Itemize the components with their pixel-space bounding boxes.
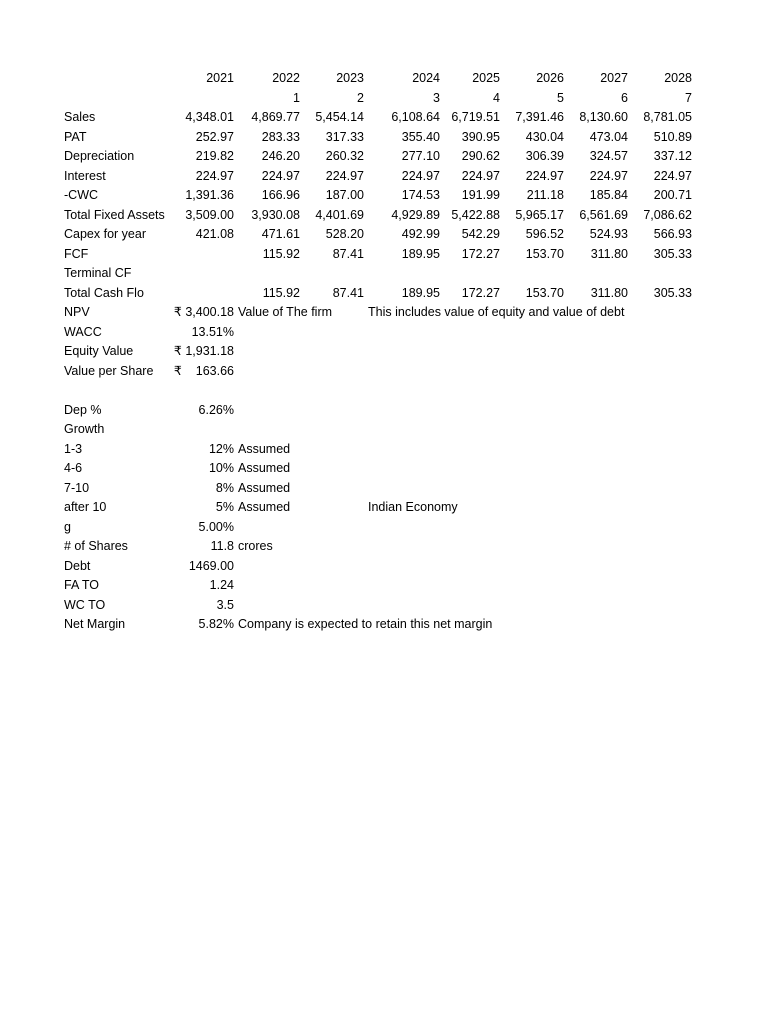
period-header-cell: 5 — [557, 90, 564, 105]
value-cell: 172.27 — [461, 285, 500, 300]
value-cell: 311.80 — [590, 285, 628, 300]
value-cell: 200.71 — [653, 188, 692, 202]
summary-label: # of Shares — [64, 539, 128, 553]
summary-row — [0, 615, 768, 635]
summary-label: FA TO — [64, 578, 99, 592]
value-cell: 290.62 — [461, 149, 500, 163]
summary-value: 1.24 — [209, 578, 234, 592]
summary-label: WACC — [64, 324, 102, 339]
summary-label: NPV — [64, 305, 90, 319]
summary-row — [0, 401, 768, 421]
summary-label: WC TO — [64, 597, 106, 612]
table-row — [0, 167, 768, 187]
value-cell: 187.00 — [325, 188, 364, 202]
summary-label: Dep % — [64, 402, 102, 417]
value-cell: 153.70 — [525, 285, 564, 300]
value-cell: 211.18 — [526, 188, 564, 202]
period-header-cell: 1 — [293, 90, 300, 105]
summary-label: Equity Value — [64, 344, 134, 358]
period-header-cell: 2 — [357, 90, 364, 105]
summary-label: after 10 — [64, 500, 107, 514]
table-row — [0, 108, 768, 128]
value-cell: 172.27 — [461, 246, 500, 261]
year-header-cell: 2022 — [272, 71, 300, 85]
value-cell: 1,391.36 — [185, 188, 234, 202]
summary-label: 1-3 — [64, 441, 83, 456]
value-cell: 337.12 — [653, 149, 692, 163]
summary-label: g — [64, 519, 71, 534]
row-label: PAT — [64, 129, 87, 144]
summary-value: 8% — [215, 480, 234, 495]
value-cell: 224.97 — [525, 168, 564, 183]
value-cell: 8,130.60 — [579, 110, 628, 124]
value-cell: 8,781.05 — [643, 110, 692, 124]
value-cell: 421.08 — [195, 227, 234, 241]
value-cell: 6,561.69 — [579, 207, 628, 222]
table-row — [0, 147, 768, 167]
year-header-cell: 2028 — [664, 71, 692, 85]
summary-value: 6.26% — [198, 402, 234, 417]
value-cell: 246.20 — [261, 149, 300, 163]
value-cell: 390.95 — [461, 129, 500, 144]
summary-value: ₹ 3,400.18 — [173, 305, 234, 319]
row-label: -CWC — [64, 188, 99, 202]
summary-note: Assumed — [238, 441, 291, 456]
summary-row — [0, 596, 768, 616]
value-cell: 277.10 — [401, 149, 440, 163]
summary-row — [0, 518, 768, 538]
summary-value: 13.51% — [191, 324, 234, 339]
summary-label: Value per Share — [64, 363, 154, 378]
value-cell: 4,401.69 — [315, 207, 364, 222]
year-header-cell: 2027 — [600, 71, 628, 85]
value-cell: 524.93 — [589, 227, 628, 241]
value-cell: 6,719.51 — [451, 110, 500, 124]
summary-label: 4-6 — [64, 461, 83, 475]
summary-row — [0, 342, 768, 362]
value-cell: 492.99 — [401, 227, 440, 241]
value-cell: 283.33 — [261, 129, 300, 144]
value-cell: 471.61 — [261, 227, 300, 241]
summary-label: Growth — [64, 422, 105, 436]
value-cell: 7,086.62 — [643, 207, 692, 222]
value-cell: 224.97 — [589, 168, 628, 183]
summary-row — [0, 537, 768, 557]
value-cell: 3,930.08 — [251, 207, 300, 222]
summary-row — [0, 576, 768, 596]
summary-row — [0, 362, 768, 382]
summary-row — [0, 303, 768, 323]
value-cell: 473.04 — [589, 129, 628, 144]
table-row — [0, 128, 768, 148]
value-cell: 566.93 — [653, 227, 692, 241]
period-header-row — [0, 89, 768, 109]
value-cell: 153.70 — [525, 246, 564, 261]
value-cell: 87.41 — [332, 246, 364, 261]
value-cell: 6,108.64 — [391, 110, 440, 124]
year-header-cell: 2023 — [336, 71, 364, 85]
row-label: Capex for year — [64, 227, 146, 241]
year-header-cell: 2026 — [536, 71, 564, 85]
summary-row — [0, 420, 768, 440]
value-cell: 4,348.01 — [185, 110, 234, 124]
summary-value: 1469.00 — [188, 558, 234, 573]
summary-row — [0, 381, 768, 401]
value-cell: 224.97 — [461, 168, 500, 183]
table-row — [0, 245, 768, 265]
value-cell: 5,422.88 — [451, 207, 500, 222]
value-cell: 311.80 — [590, 246, 628, 261]
row-label: Total Cash Flo — [64, 285, 144, 300]
row-label: Total Fixed Assets — [64, 207, 165, 222]
value-cell: 5,965.17 — [515, 207, 564, 222]
year-header-row — [0, 69, 768, 89]
table-row — [0, 206, 768, 226]
summary-row — [0, 557, 768, 577]
value-cell: 306.39 — [525, 149, 564, 163]
period-header-cell: 7 — [685, 90, 692, 105]
value-cell: 191.99 — [461, 188, 500, 202]
summary-note: Value of The firm — [238, 305, 333, 319]
summary-value: 5.82% — [198, 617, 234, 631]
value-cell: 355.40 — [401, 129, 440, 144]
value-cell: 7,391.46 — [515, 110, 564, 124]
summary-row — [0, 498, 768, 518]
summary-value: 12% — [208, 441, 234, 456]
value-cell: 317.33 — [325, 129, 364, 144]
value-cell: 252.97 — [195, 129, 234, 144]
value-cell: 115.92 — [262, 246, 300, 261]
value-cell: 219.82 — [195, 149, 234, 163]
summary-note: Company is expected to retain this net margin — [238, 617, 493, 631]
summary-value: 5.00% — [198, 519, 234, 534]
table-row — [0, 264, 768, 284]
summary-row — [0, 323, 768, 343]
summary-value: 10% — [208, 461, 234, 475]
year-header-cell: 2021 — [206, 71, 234, 85]
summary-note: This includes value of equity and value of debt — [368, 305, 625, 319]
period-header-cell: 3 — [433, 90, 440, 105]
row-label: Interest — [64, 168, 106, 183]
value-cell: 87.41 — [332, 285, 364, 300]
summary-value: ₹ 163.66 — [173, 363, 234, 378]
value-cell: 224.97 — [401, 168, 440, 183]
summary-row — [0, 479, 768, 499]
period-header-cell: 4 — [493, 90, 500, 105]
value-cell: 189.95 — [401, 246, 440, 261]
year-header-cell: 2025 — [472, 71, 500, 85]
table-row — [0, 186, 768, 206]
summary-note: crores — [238, 539, 273, 553]
summary-note: Assumed — [238, 500, 291, 514]
summary-note: Assumed — [238, 461, 291, 475]
summary-value: 5% — [215, 500, 234, 514]
summary-row — [0, 459, 768, 479]
summary-note: Indian Economy — [368, 500, 458, 514]
value-cell: 324.57 — [589, 149, 628, 163]
row-label: Terminal CF — [64, 266, 132, 280]
year-header-cell: 2024 — [412, 71, 440, 85]
period-header-cell: 6 — [621, 90, 628, 105]
value-cell: 305.33 — [653, 285, 692, 300]
summary-label: Net Margin — [64, 617, 126, 631]
value-cell: 224.97 — [261, 168, 300, 183]
value-cell: 3,509.00 — [185, 207, 234, 222]
summary-label: Debt — [64, 558, 91, 573]
value-cell: 185.84 — [589, 188, 628, 202]
value-cell: 115.92 — [262, 285, 300, 300]
value-cell: 189.95 — [401, 285, 440, 300]
value-cell: 174.53 — [401, 188, 440, 202]
table-row — [0, 284, 768, 304]
value-cell: 528.20 — [325, 227, 364, 241]
value-cell: 166.96 — [261, 188, 300, 202]
summary-label: 7-10 — [64, 480, 90, 495]
row-label: FCF — [64, 246, 89, 261]
table-row — [0, 225, 768, 245]
value-cell: 510.89 — [653, 129, 692, 144]
value-cell: 224.97 — [195, 168, 234, 183]
value-cell: 430.04 — [525, 129, 564, 144]
row-label: Depreciation — [64, 149, 135, 163]
value-cell: 5,454.14 — [315, 110, 364, 124]
value-cell: 596.52 — [525, 227, 564, 241]
summary-value: 11.8 — [210, 539, 234, 553]
summary-value: ₹ 1,931.18 — [173, 344, 234, 358]
value-cell: 260.32 — [325, 149, 364, 163]
value-cell: 224.97 — [325, 168, 364, 183]
value-cell: 4,869.77 — [251, 110, 300, 124]
summary-row — [0, 440, 768, 460]
summary-note: Assumed — [238, 480, 291, 495]
row-label: Sales — [64, 110, 96, 124]
value-cell: 224.97 — [653, 168, 692, 183]
value-cell: 305.33 — [653, 246, 692, 261]
value-cell: 542.29 — [461, 227, 500, 241]
value-cell: 4,929.89 — [391, 207, 440, 222]
summary-value: 3.5 — [216, 597, 234, 612]
